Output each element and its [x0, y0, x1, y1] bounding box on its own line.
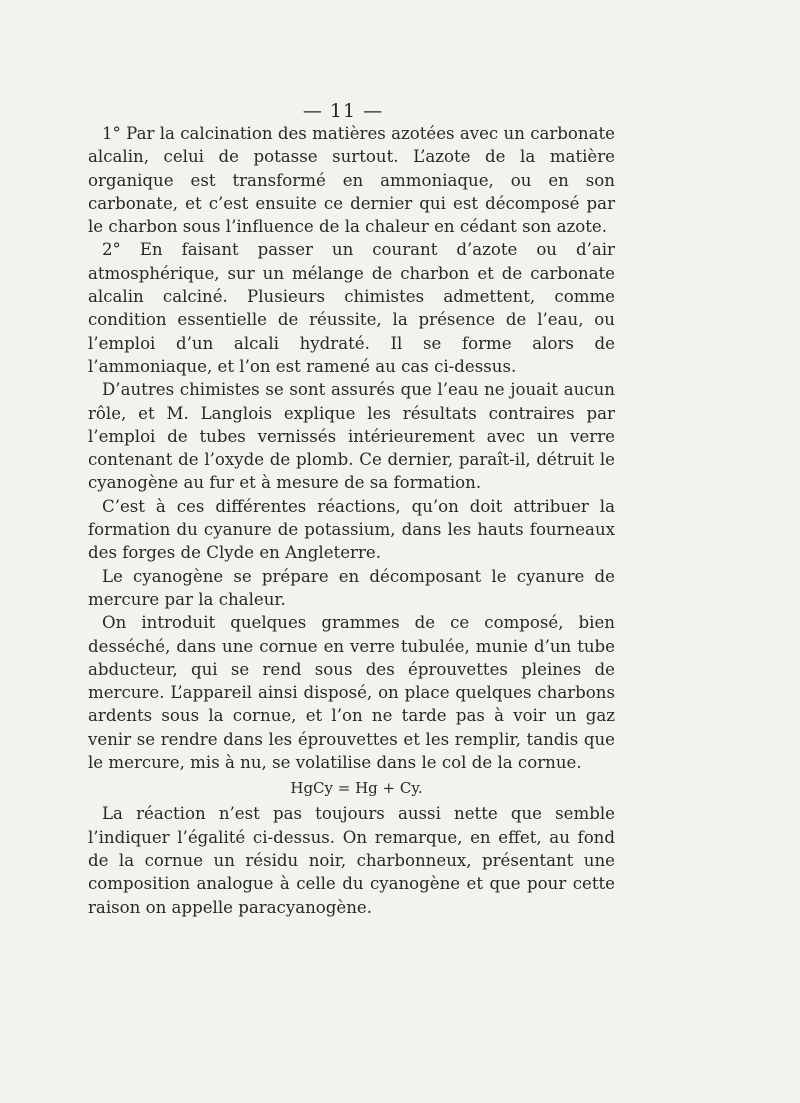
body-text — [88, 122, 615, 919]
paragraph-calcination: 1° Par la calcination des matières azotées avec un carbonate alcalin, celui de potasse surtout. L’azote de la matière organique est transformé en ammoniaque, ou en son carbonate, et c’est ensuite ce dernier qui est décomposé par le charbon sous l’influence de la chaleur en cédant son azote. — [88, 124, 615, 237]
paragraph-cyanogen-preparation: Le cyanogène se prépare en décomposant le cyanure de mercure par la chaleur. — [88, 566, 615, 609]
paragraph-other-chemists: D’autres chimistes se sont assurés que l’eau ne jouait aucun rôle, et M. Langlois explique les résultats contraires par l’emploi de tubes vernissés intérieurement avec un verre contenant de l’oxyde de plomb. Ce dernier, paraît-il, détruit le cyanogène au fur et à mesure de sa formation. — [88, 380, 615, 493]
paragraph-clyde-furnaces: C’est à ces différentes réactions, qu’on doit attribuer la formation du cyanure de potassium, dans les hauts fourneaux des forges de Clyde en Angleterre. — [88, 496, 615, 563]
paragraph-apparatus: On introduit quelques grammes de ce composé, bien desséché, dans une cornue en verre tubulée, munie d’un tube abducteur, qui se rend sous des éprouvettes pleines de mercure. L’appareil ainsi disposé, on place quelques charbons ardents sous la cornue, et l’on ne tarde pas à voir un gaz venir se rendre dans les éprouvettes et les remplir, tandis que le mercure, mis à nu, se volatilise dans le col de la cornue. — [88, 613, 615, 773]
chemical-formula: HgCy = Hg + Cy. — [290, 779, 423, 798]
paragraph-reaction-residue: La réaction n’est pas toujours aussi nette que semble l’indiquer l’égalité ci-dessus. On remarque, en effet, au fond de la cornue un résidu noir, charbonneux, présentant une composition analogue à celle du cyanogène et que pour cette raison on appelle paracyanogène. — [88, 804, 615, 917]
page-number: — 11 — — [302, 100, 384, 122]
paragraph-azote-current: 2° En faisant passer un courant d’azote ou d’air atmosphérique, sur un mélange de charbon et de carbonate alcalin calciné. Plusieurs chimistes admettent, comme condition essentielle de réussite, la présence de l’eau, ou l’emploi d’un alcali hydraté. Il se forme alors de l’ammoniaque, et l’on est ramené au cas ci-dessus. — [88, 240, 615, 376]
